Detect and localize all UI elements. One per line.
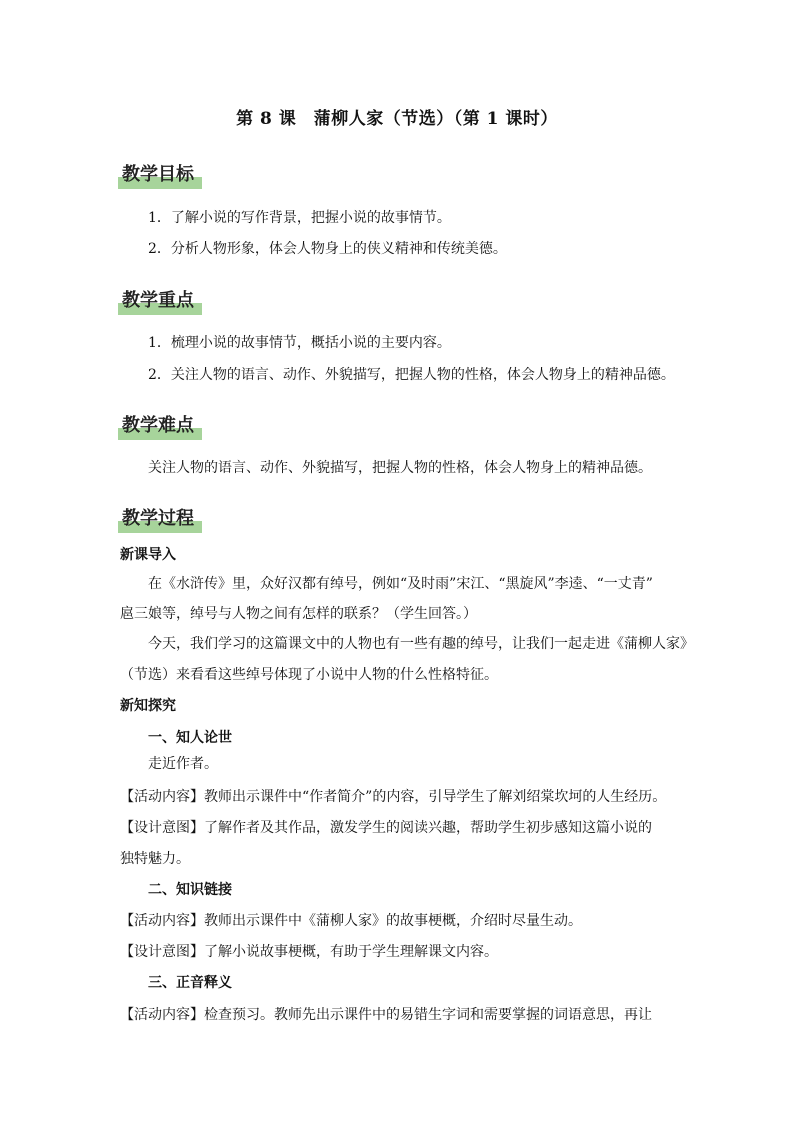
part-title: 一、知人论世 [148, 730, 232, 746]
key-point-item: 1．梳理小说的故事情节，概括小说的主要内容。 [148, 335, 451, 351]
section-heading-text: 教学过程 [122, 508, 194, 529]
section-heading-objectives [122, 160, 194, 186]
section-heading-text: 教学目标 [122, 164, 194, 185]
activity-content: 【活动内容】检查预习。教师先出示课件中的易错生字词和需要掌握的词语意思，再让 [120, 1007, 652, 1023]
intro-label: 新课导入 [120, 547, 176, 563]
section-heading-text: 教学难点 [122, 415, 194, 436]
paragraph-line: 扈三娘等，绰号与人物之间有怎样的联系？（学生回答。） [120, 606, 477, 622]
section-heading-key-points [122, 286, 194, 312]
key-point-item: 2．关注人物的语言、动作、外貌描写，把握人物的性格，体会人物身上的精神品德。 [148, 367, 675, 383]
activity-content: 【活动内容】教师出示课件中“作者简介”的内容，引导学生了解刘绍棠坎坷的人生经历。 [120, 789, 667, 805]
objective-item: 2．分析人物形象，体会人物身上的侠义精神和传统美德。 [148, 241, 507, 257]
design-intent: 【设计意图】了解作者及其作品，激发学生的阅读兴趣，帮助学生初步感知这篇小说的 [120, 820, 652, 836]
part-title: 三、正音释义 [148, 975, 232, 991]
paragraph-line: 今天，我们学习的这篇课文中的人物也有一些有趣的绰号，让我们一起走进《蒲柳人家》 [148, 636, 694, 652]
section-heading-text: 教学重点 [122, 290, 194, 311]
section-heading-process [122, 504, 194, 530]
part-title: 二、知识链接 [148, 882, 232, 898]
page-title: 第 8 课 蒲柳人家（节选）（第 1 课时） [236, 109, 558, 129]
section-heading-difficulties [122, 411, 194, 437]
explore-label: 新知探究 [120, 698, 176, 714]
design-intent: 独特魅力。 [120, 851, 190, 867]
paragraph-line: 走近作者。 [148, 756, 218, 772]
paragraph-line: 在《水浒传》里，众好汉都有绰号，例如“及时雨”宋江、“黑旋风”李逵、“一丈青” [148, 576, 653, 592]
activity-content: 【活动内容】教师出示课件中《蒲柳人家》的故事梗概，介绍时尽量生动。 [120, 913, 582, 929]
paragraph-line: （节选）来看看这些绰号体现了小说中人物的什么性格特征。 [120, 667, 498, 683]
objective-item: 1．了解小说的写作背景，把握小说的故事情节。 [148, 210, 451, 226]
difficulty-text: 关注人物的语言、动作、外貌描写，把握人物的性格，体会人物身上的精神品德。 [148, 460, 652, 476]
design-intent: 【设计意图】了解小说故事梗概，有助于学生理解课文内容。 [120, 944, 498, 960]
